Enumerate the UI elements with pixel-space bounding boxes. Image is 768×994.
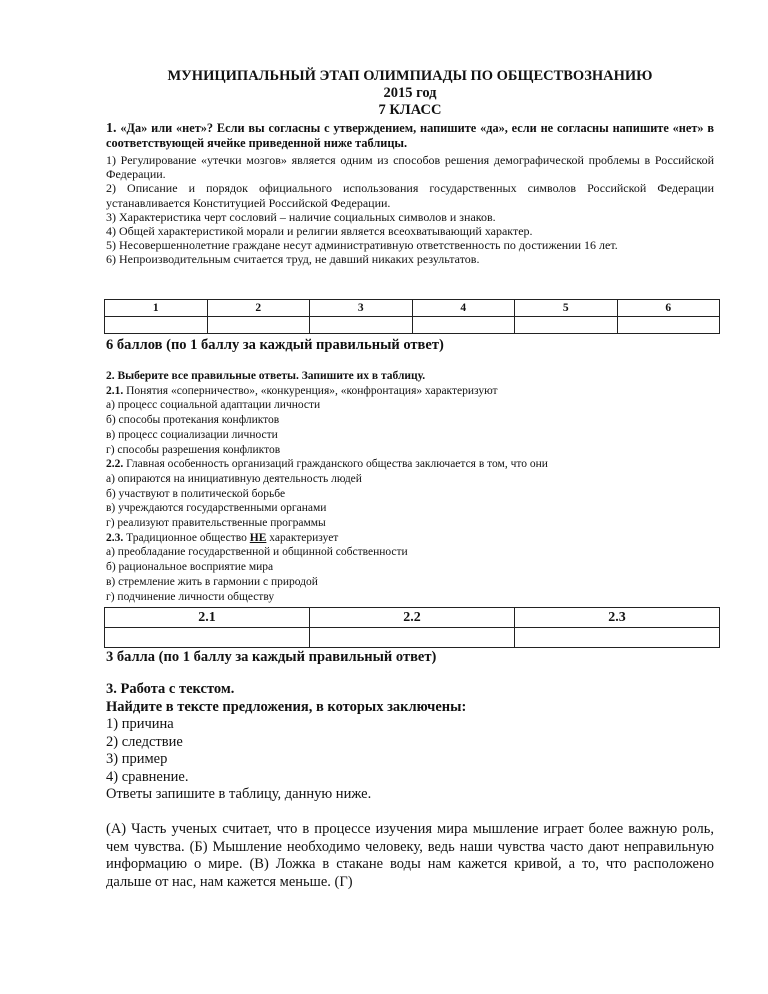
answer-option: г) подчинение личности обществу: [106, 590, 275, 603]
question-text: Главная особенность организаций гражданского общества заключается в том, что они: [123, 458, 548, 471]
answer-cell[interactable]: [617, 317, 720, 334]
answer-cell[interactable]: [310, 628, 515, 648]
answer-option: а) процесс социальной адаптации личности: [106, 399, 321, 412]
task3-instruction: Ответы запишите в таблицу, данную ниже.: [106, 786, 372, 802]
question-number: 2.1.: [106, 384, 124, 397]
answer-cell[interactable]: [515, 317, 618, 334]
question-text: Понятия «соперничество», «конкуренция», «конфронтация» характеризуют: [123, 384, 498, 397]
answer-option: г) реализуют правительственные программы: [106, 517, 326, 530]
task3-subtitle: Найдите в тексте предложения, в которых заключены:: [106, 698, 467, 715]
answer-option: в) процесс социализации личности: [106, 428, 278, 441]
answer-option: б) способы протекания конфликтов: [106, 414, 280, 427]
task2-section: [106, 369, 714, 604]
task2-title: 2. Выберите все правильные ответы. Запишите их в таблицу.: [106, 370, 426, 382]
task3-item: 3) пример: [106, 751, 168, 767]
answer-cell[interactable]: [207, 317, 310, 334]
task1-statement: 6) Непроизводительным считается труд, не давший никаких результатов.: [106, 252, 480, 267]
task3-item: 2) следствие: [106, 733, 183, 750]
table-header-cell: 1: [105, 300, 208, 317]
task1-statement: 3) Характеристика черт сословий – наличие социальных символов и знаков.: [106, 209, 496, 224]
year-heading: 2015 год: [383, 85, 437, 101]
question-text: характеризует: [266, 531, 339, 544]
question-number: 2.2.: [106, 458, 124, 471]
task3-item: 1) причина: [106, 716, 174, 732]
task1-statement: 5) Несовершеннолетние граждане несут административную ответственность по достижении 16 лет.: [106, 238, 618, 253]
answer-option: в) учреждаются государственными органами: [106, 502, 327, 515]
grade-heading: 7 КЛАСС: [378, 102, 442, 118]
question-text: Традиционное общество: [123, 531, 250, 544]
answer-cell[interactable]: [515, 628, 720, 648]
task3-title: 3. Работа с текстом.: [106, 681, 235, 697]
answer-cell[interactable]: [412, 317, 515, 334]
answer-cell[interactable]: [105, 317, 208, 334]
question-2-2: [106, 457, 714, 472]
task1-statements: [106, 153, 714, 267]
question-2-1: [106, 384, 714, 399]
table-header-cell: 6: [617, 300, 720, 317]
table-header-cell: 2.2: [310, 608, 515, 628]
task1-statement: 2) Описание и порядок официального использования государственных символов Российской Федерации устанавливается Конституцией Российской Федерации.: [106, 181, 714, 210]
table-header-cell: 3: [310, 300, 413, 317]
olympiad-title: МУНИЦИПАЛЬНЫЙ ЭТАП ОЛИМПИАДЫ ПО ОБЩЕСТВОЗНАНИЮ: [167, 68, 653, 84]
task1-instruction: «Да» или «нет»? Если вы согласны с утверждением, напишите «да», если не согласны напишите «нет» в соответствующей ячейке приведенной ниже таблицы.: [106, 121, 715, 151]
table-header-cell: 2: [207, 300, 310, 317]
table-header-cell: 5: [515, 300, 618, 317]
task1-number: 1.: [106, 121, 117, 136]
answer-option: в) стремление жить в гармонии с природой: [106, 575, 318, 588]
answer-option: б) рациональное восприятие мира: [106, 561, 274, 574]
question-number: 2.3.: [106, 531, 124, 544]
table-header-cell: 2.1: [105, 608, 310, 628]
task1-answer-table: [104, 299, 720, 334]
task2-answer-table: [104, 607, 720, 648]
task3-passage: (А) Часть ученых считает, что в процессе изучения мира мышление играет более важную роль, чем чувства. (Б) Мышление необходимо человеку, ведь наши чувства часто дают неправильную информацию о мире. (В) Ложка в стакане воды нам кажется кривой, а то, что расположено дальше от нас, нам кажется меньше. (Г): [106, 821, 714, 890]
task1-statement: 4) Общей характеристикой морали и религии является всеохватывающий характер.: [106, 224, 533, 239]
task2-score: 3 балла (по 1 баллу за каждый правильный ответ): [106, 649, 437, 665]
task1-intro: [106, 121, 714, 150]
answer-option: г) способы разрешения конфликтов: [106, 443, 281, 456]
table-header-cell: 2.3: [515, 608, 720, 628]
answer-cell[interactable]: [105, 628, 310, 648]
answer-option: а) опираются на инициативную деятельность людей: [106, 472, 362, 485]
answer-option: а) преобладание государственной и общинной собственности: [106, 546, 408, 559]
answer-cell[interactable]: [310, 317, 413, 334]
task3-item: 4) сравнение.: [106, 768, 189, 785]
negation-emphasis: НЕ: [249, 531, 267, 544]
task3-section: [106, 681, 714, 804]
answer-option: б) участвуют в политической борьбе: [106, 487, 286, 500]
task1-statement: 1) Регулирование «утечки мозгов» является одним из способов решения демографической проблемы в Российской Федерации.: [106, 153, 714, 182]
task1-score: 6 баллов (по 1 баллу за каждый правильный ответ): [106, 337, 444, 353]
table-header-cell: 4: [412, 300, 515, 317]
question-2-3: [106, 531, 714, 546]
